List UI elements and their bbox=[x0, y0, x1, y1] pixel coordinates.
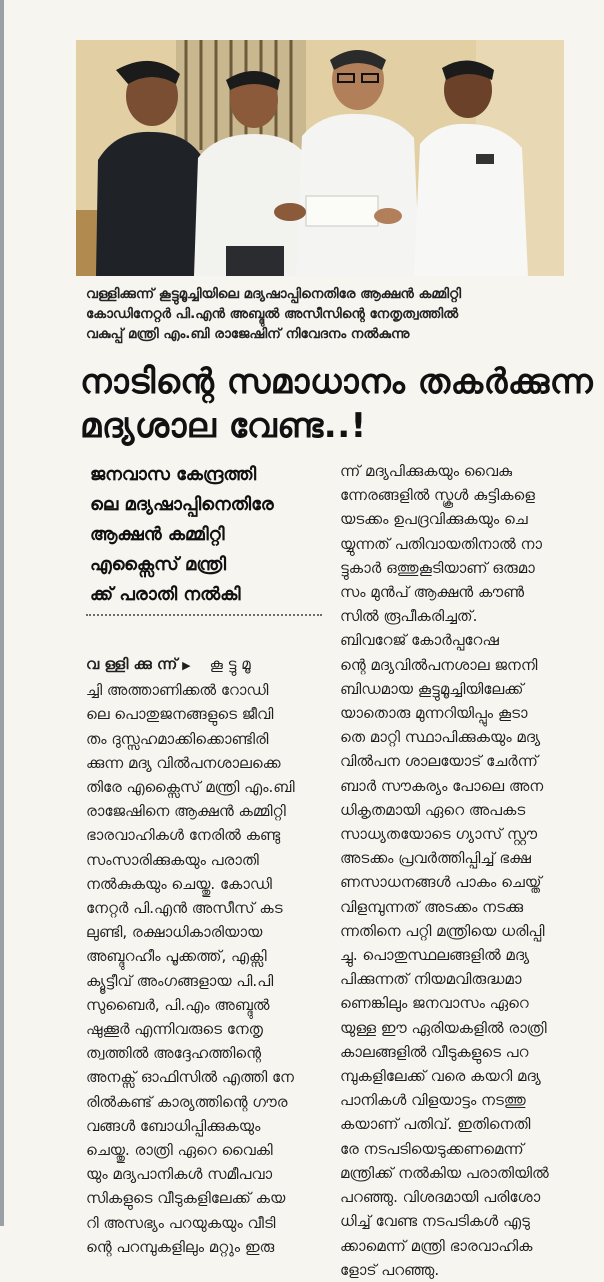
body-line: ബിവറേജ് കോർപ്പറേഷ bbox=[340, 631, 499, 650]
photo-caption bbox=[86, 284, 586, 344]
body-line: യും മദ്യപാനികൾ സമീപവാ bbox=[86, 1165, 273, 1184]
body-line: ക്കുന്ന മദ്യ വിൽപനശാലക്കെ bbox=[86, 753, 281, 772]
body-line: ന്ന് മദ്യപിക്കുകയും വൈകു bbox=[340, 462, 513, 480]
body-line: കയാണ് പതിവ്. ഇതിനെതി bbox=[340, 1115, 531, 1134]
body-line: യുള്ള ഈ ഏരിയകളിൽ രാത്രി bbox=[340, 1018, 547, 1037]
body-line: ണെങ്കിലും ജനവാസം ഏറെ bbox=[340, 994, 529, 1013]
body-line: സികളുടെ വീടുകളിലേക്ക് കയ bbox=[86, 1189, 286, 1208]
headline-line: നാടിന്റെ സമാധാനം തകർക്കുന്ന bbox=[80, 362, 594, 402]
body-line: തെ മാറ്റി സ്ഥാപിക്കുകയും മദ്യ bbox=[340, 728, 541, 747]
caption-line: വള്ളിക്കുന്ന് കൂട്ടുമൂച്ചിയിലെ മദ്യഷാപ്പിനെതിരേ ആക്ഷൻ കമ്മിറ്റി bbox=[86, 286, 462, 302]
body-line: നേറ്റർ പി.എൻ അസീസ് കട bbox=[86, 899, 283, 918]
body-line: ചെയ്തു. രാത്രി ഏറെ വൈകി bbox=[86, 1141, 273, 1160]
body-line: ക്യൂട്ടീവ് അംഗങ്ങളായ പി.പി bbox=[86, 971, 274, 990]
body-line: ധികൃതമായി ഏറെ അപകട bbox=[340, 800, 526, 819]
body-line: ട്ടുകാർ ഒത്തുകൂടിയാണ് ഒരുമാ bbox=[340, 558, 535, 577]
body-line: രാജേഷിനെ ആക്ഷൻ കമ്മിറ്റി bbox=[86, 802, 286, 821]
body-line: സംസാരിക്കുകയും പരാതി bbox=[86, 850, 259, 869]
triangle-right-icon: ▶ bbox=[182, 659, 191, 672]
body-line: രേ നടപടിയെടുക്കണമെന്ന് bbox=[340, 1139, 524, 1158]
subhead-line: ജനവാസ കേന്ദ്രത്തി bbox=[90, 464, 257, 485]
body-line: തിരേ എക്സൈസ് മന്ത്രി എം.ബി bbox=[86, 778, 295, 797]
headline bbox=[80, 360, 594, 448]
body-line: തം ദുസ്സഹമാക്കിക്കൊണ്ടിരി bbox=[86, 729, 269, 748]
body-line: മന്ത്രിക്ക് നൽകിയ പരാതിയിൽ bbox=[340, 1163, 549, 1182]
body-line: ക്കാമെന്ന് മന്ത്രി ഭാരവാഹിക bbox=[340, 1236, 533, 1255]
dotted-divider bbox=[86, 614, 322, 616]
body-line: ന്റെ പറമ്പുകളിലും മറ്റും ഇരു bbox=[86, 1237, 275, 1256]
body-line: സിൽ രൂപീകരിച്ചത്. bbox=[340, 607, 478, 626]
body-line: ഷുക്കൂർ എന്നിവരുടെ നേതൃ bbox=[86, 1020, 263, 1039]
subhead-line: ക്ക് പരാതി നൽകി bbox=[90, 584, 241, 605]
subhead-line: എക്സൈസ് മന്ത്രി bbox=[90, 554, 227, 575]
body-line: ച്ചു. പൊതുസ്ഥലങ്ങളിൽ മദ്യ bbox=[340, 946, 530, 965]
subhead-line: ലെ മദ്യഷാപ്പിനെതിരേ bbox=[90, 494, 274, 515]
body-line: പിക്കുന്നത് നിയമവിരുദ്ധമാ bbox=[340, 970, 522, 989]
body-line: സം മുൻപ് ആക്ഷൻ കൗൺ bbox=[340, 583, 525, 602]
body-line: ലെ പൊതുജനങ്ങളുടെ ജീവി bbox=[86, 705, 274, 724]
body-line: കൂ ട്ടു മൂ bbox=[209, 655, 251, 673]
body-line: ളോട് പറഞ്ഞു. bbox=[340, 1260, 440, 1279]
caption-line: വകുപ്പ് മന്ത്രി എം.ബി രാജേഷിന് നിവേദനം നൽകുന്നു bbox=[86, 326, 410, 342]
body-line: ന്നേരങ്ങളിൽ സ്കൂൾ കുട്ടികളെ bbox=[340, 486, 535, 505]
body-line: യടക്കം ഉപദ്രവിക്കുകയും ചെ bbox=[340, 510, 528, 529]
news-photo bbox=[76, 40, 564, 276]
article-body-left bbox=[86, 652, 322, 1259]
page-edge-rule bbox=[0, 0, 4, 1226]
body-line: ത്വത്തിൽ അദ്ദേഹത്തിന്റെ bbox=[86, 1044, 261, 1063]
body-line: അടക്കം പ്രവർത്തിപ്പിച്ച് ഭക്ഷ bbox=[340, 849, 531, 868]
body-line: കാലങ്ങളിൽ വീടുകളുടെ പറ bbox=[340, 1042, 529, 1061]
body-line: ലുണ്ടി, രക്ഷാധികാരിയായ bbox=[86, 923, 263, 942]
body-line: ധിച്ച് വേണ്ട നടപടികൾ എടു bbox=[340, 1212, 530, 1231]
headline-line: മദ്യശാല വേണ്ട..! bbox=[80, 406, 367, 446]
body-line: ച്ചി അത്താണിക്കൽ റോഡി bbox=[86, 681, 269, 700]
body-line: രിൽകണ്ട് കാര്യത്തിന്റെ ഗൗര bbox=[86, 1092, 288, 1111]
body-line: ണസാധനങ്ങൾ പാകം ചെയ്ത് bbox=[340, 873, 542, 892]
caption-line: കോഡിനേറ്റർ പി.എൻ അബ്ദുൽ അസീസിന്റെ നേതൃത്വത്തിൽ bbox=[86, 306, 459, 322]
article-body-right bbox=[340, 459, 580, 1282]
body-line: യ്യുന്നത് പതിവായതിനാൽ നാ bbox=[340, 534, 542, 553]
body-line: വിളമ്പുന്നത് അടക്കം നടക്കു bbox=[340, 897, 524, 916]
body-line: റി അസഭ്യം പറയുകയും വീടി bbox=[86, 1213, 276, 1232]
body-line: പാനികൾ വിളയാട്ടം നടത്തു bbox=[340, 1091, 526, 1110]
body-line: ഭാരവാഹികൾ നേരിൽ കണ്ടു bbox=[86, 826, 281, 845]
body-line: നൽകുകയും ചെയ്തു. കോഡി bbox=[86, 874, 272, 893]
body-line: ന്റെ മദ്യവിൽപനശാല ജനനി bbox=[340, 655, 538, 674]
body-line: ന്നതിനെ പറ്റി മന്ത്രിയെ ധരിപ്പി bbox=[340, 921, 545, 940]
body-line: ബാർ സൗകര്യം പോലെ അന bbox=[340, 776, 544, 795]
body-line: ബിഡമായ കൂട്ടുമൂച്ചിയിലേക്ക് bbox=[340, 679, 524, 698]
subhead-line: ആക്ഷൻ കമ്മിറ്റി bbox=[90, 524, 225, 545]
body-line: സുബൈർ, പി.എം അബ്ദുൽ bbox=[86, 995, 270, 1014]
body-line: മ്പുകളിലേക്ക് വരെ കയറി മദ്യ bbox=[340, 1067, 541, 1086]
body-line: അബ്ദുറഹീം പൂക്കത്ത്, എക്സി bbox=[86, 947, 267, 966]
body-line: സാധ്യതയോടെ ഗ്യാസ് സ്റ്റൗ bbox=[340, 825, 538, 844]
body-line: വിൽപന ശാലയോട് ചേർന്ന് bbox=[340, 752, 538, 771]
body-line: വങ്ങൾ ബോധിപ്പിക്കുകയും bbox=[86, 1116, 261, 1135]
body-line: യാതൊരു മുന്നറിയിപ്പും കൂടാ bbox=[340, 704, 528, 723]
body-first-line bbox=[86, 652, 322, 678]
group-photo-icon bbox=[76, 40, 564, 276]
body-line: പറഞ്ഞു. വിശദമായി പരിശോ bbox=[340, 1188, 541, 1207]
dateline: വ ള്ളി ക്കു ന്ന് bbox=[86, 655, 178, 673]
body-line: അനക്സ് ഓഫിസിൽ എത്തി നേ bbox=[86, 1068, 294, 1087]
subheadline bbox=[90, 460, 320, 610]
